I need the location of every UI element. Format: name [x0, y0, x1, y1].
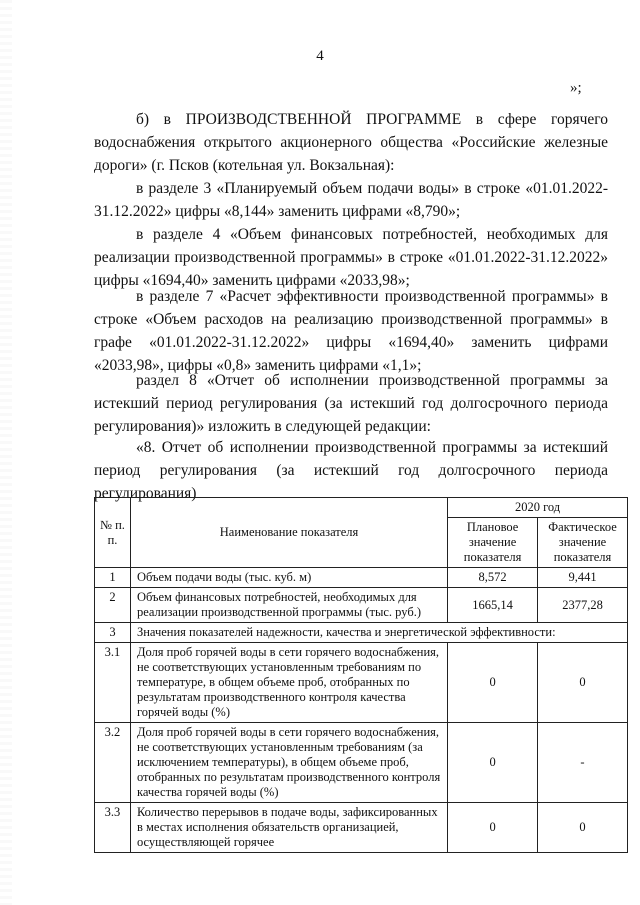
table-row — [95, 643, 628, 723]
row-plan-value: 0 — [448, 723, 538, 803]
row-indicator-group: Значения показателей надежности, качества и энергетической эффективности: — [130, 623, 627, 643]
page-number: 4 — [316, 48, 324, 64]
row-plan-value: 1665,14 — [448, 588, 538, 623]
row-fact-value: 2377,28 — [538, 588, 628, 623]
closing-quote: »; — [570, 80, 582, 96]
row-plan-value: 8,572 — [448, 568, 538, 588]
row-indicator: Доля проб горячей воды в сети горячего водоснабжения, не соответствующих установленным требованиям по температуре, в общем объеме проб, отобранных по результатам производственного контроля качества горячей воды (%) — [130, 643, 447, 723]
row-plan-value: 0 — [448, 803, 538, 853]
row-fact-value: 0 — [538, 643, 628, 723]
header-plan: Плановое значение показателя — [448, 518, 538, 568]
row-number: 3.2 — [95, 723, 131, 803]
table-row — [95, 723, 628, 803]
header-year: 2020 год — [448, 498, 628, 518]
report-table — [94, 497, 628, 853]
paragraph-section-7: в разделе 7 «Расчет эффективности производственной программы» в строке «Объем расходов на реализацию производственной программы» в графе «01.01.2022-31.12.2022» цифры «1694,40» заменить цифрами «2033,98», цифры «0,8» заменить цифрами «1,1»; — [94, 288, 608, 374]
scan-edge — [0, 0, 12, 905]
row-indicator: Объем финансовых потребностей, необходимых для реализации производственной программы (тыс. руб.) — [130, 588, 447, 623]
row-plan-value: 0 — [448, 643, 538, 723]
header-number: № п. п. — [95, 498, 131, 568]
row-indicator: Доля проб горячей воды в сети горячего водоснабжения, не соответствующих установленным требованиям (за исключением температуры), в общем объеме проб, отобранных по результатам производственного контроля качества горячей воды (%) — [130, 723, 447, 803]
paragraph-b-intro: б) в ПРОИЗВОДСТВЕННОЙ ПРОГРАММЕ в сфере горячего водоснабжения открытого акционерного общества «Российские железные дороги» (г. Псков (котельная ул. Вокзальная): — [94, 111, 608, 174]
header-indicator-name: Наименование показателя — [130, 498, 447, 568]
row-indicator: Объем подачи воды (тыс. куб. м) — [130, 568, 447, 588]
row-fact-value: 0 — [538, 803, 628, 853]
table-header-row — [95, 498, 628, 518]
row-number: 3.1 — [95, 643, 131, 723]
row-number: 3.3 — [95, 803, 131, 853]
paragraph-section-4: в разделе 4 «Объем финансовых потребностей, необходимых для реализации производственной программы» в строке «01.01.2022-31.12.2022» цифры «1694,40» заменить цифрами «2033,98»; — [94, 226, 608, 289]
table-row — [95, 588, 628, 623]
row-number: 1 — [95, 568, 131, 588]
row-number: 3 — [95, 623, 131, 643]
paragraph-section-3: в разделе 3 «Планируемый объем подачи воды» в строке «01.01.2022-31.12.2022» цифры «8,144» заменить цифрами «8,790»; — [94, 180, 608, 220]
row-fact-value: 9,441 — [538, 568, 628, 588]
paragraph-section-8: раздел 8 «Отчет об исполнении производственной программы за истекший период регулирования (за истекший год долгосрочного периода регулирования)» изложить в следующей редакции: — [94, 372, 608, 435]
table-row — [95, 623, 628, 643]
table-row — [95, 803, 628, 853]
row-number: 2 — [95, 588, 131, 623]
row-fact-value: - — [538, 723, 628, 803]
header-fact: Фактическое значение показателя — [538, 518, 628, 568]
row-indicator: Количество перерывов в подаче воды, зафиксированных в местах исполнения обязательств организацией, осуществляющей горячее — [130, 803, 447, 853]
paragraph-report-title: «8. Отчет об исполнении производственной программы за истекший период регулирования (за истекший год долгосрочного периода регулирования) — [94, 439, 608, 502]
table-row — [95, 568, 628, 588]
